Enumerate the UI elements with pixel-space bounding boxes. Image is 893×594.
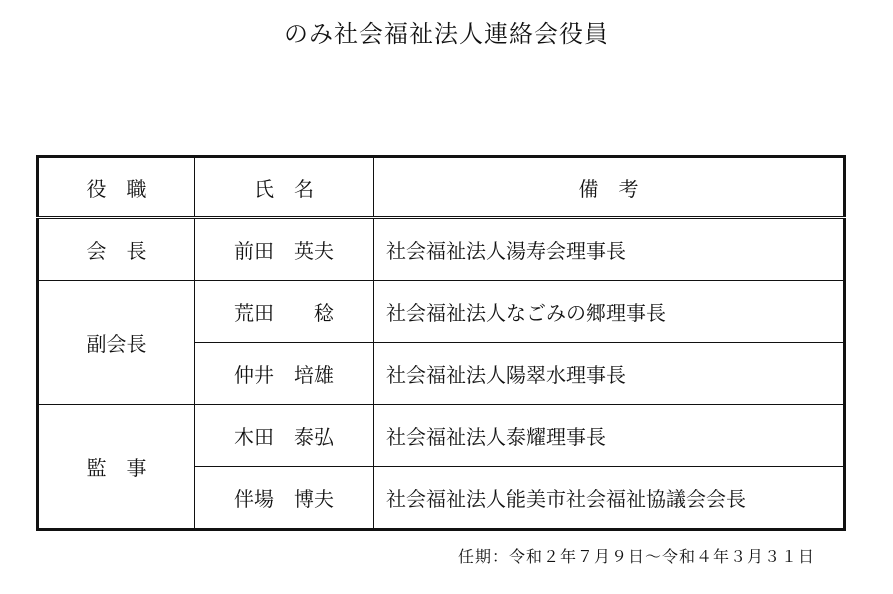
table-row [38,218,845,281]
note-cell: 社会福祉法人泰耀理事長 [374,405,845,467]
note-cell: 社会福祉法人なごみの郷理事長 [374,281,845,343]
header-role: 役 職 [38,157,195,218]
header-name: 氏 名 [195,157,374,218]
role-cell: 副会長 [38,281,195,405]
name-cell: 木田 泰弘 [195,405,374,467]
note-cell: 社会福祉法人陽翠水理事長 [374,343,845,405]
page-title: のみ社会福祉法人連絡会役員 [284,20,609,48]
note-cell: 社会福祉法人能美市社会福祉協議会会長 [374,467,845,530]
role-cell: 会 長 [38,218,195,281]
name-cell: 前田 英夫 [195,218,374,281]
name-cell: 荒田 稔 [195,281,374,343]
note-cell: 社会福祉法人湯寿会理事長 [374,218,845,281]
name-cell: 仲井 培雄 [195,343,374,405]
officers-table [36,155,846,531]
name-cell: 伴場 博夫 [195,467,374,530]
header-note: 備 考 [374,157,845,218]
table-header-row [38,157,845,218]
term-of-office: 任期：令和２年７月９日～令和４年３月３１日 [457,547,815,566]
role-cell: 監 事 [38,405,195,530]
table-row [38,405,845,467]
table-row [38,281,845,343]
